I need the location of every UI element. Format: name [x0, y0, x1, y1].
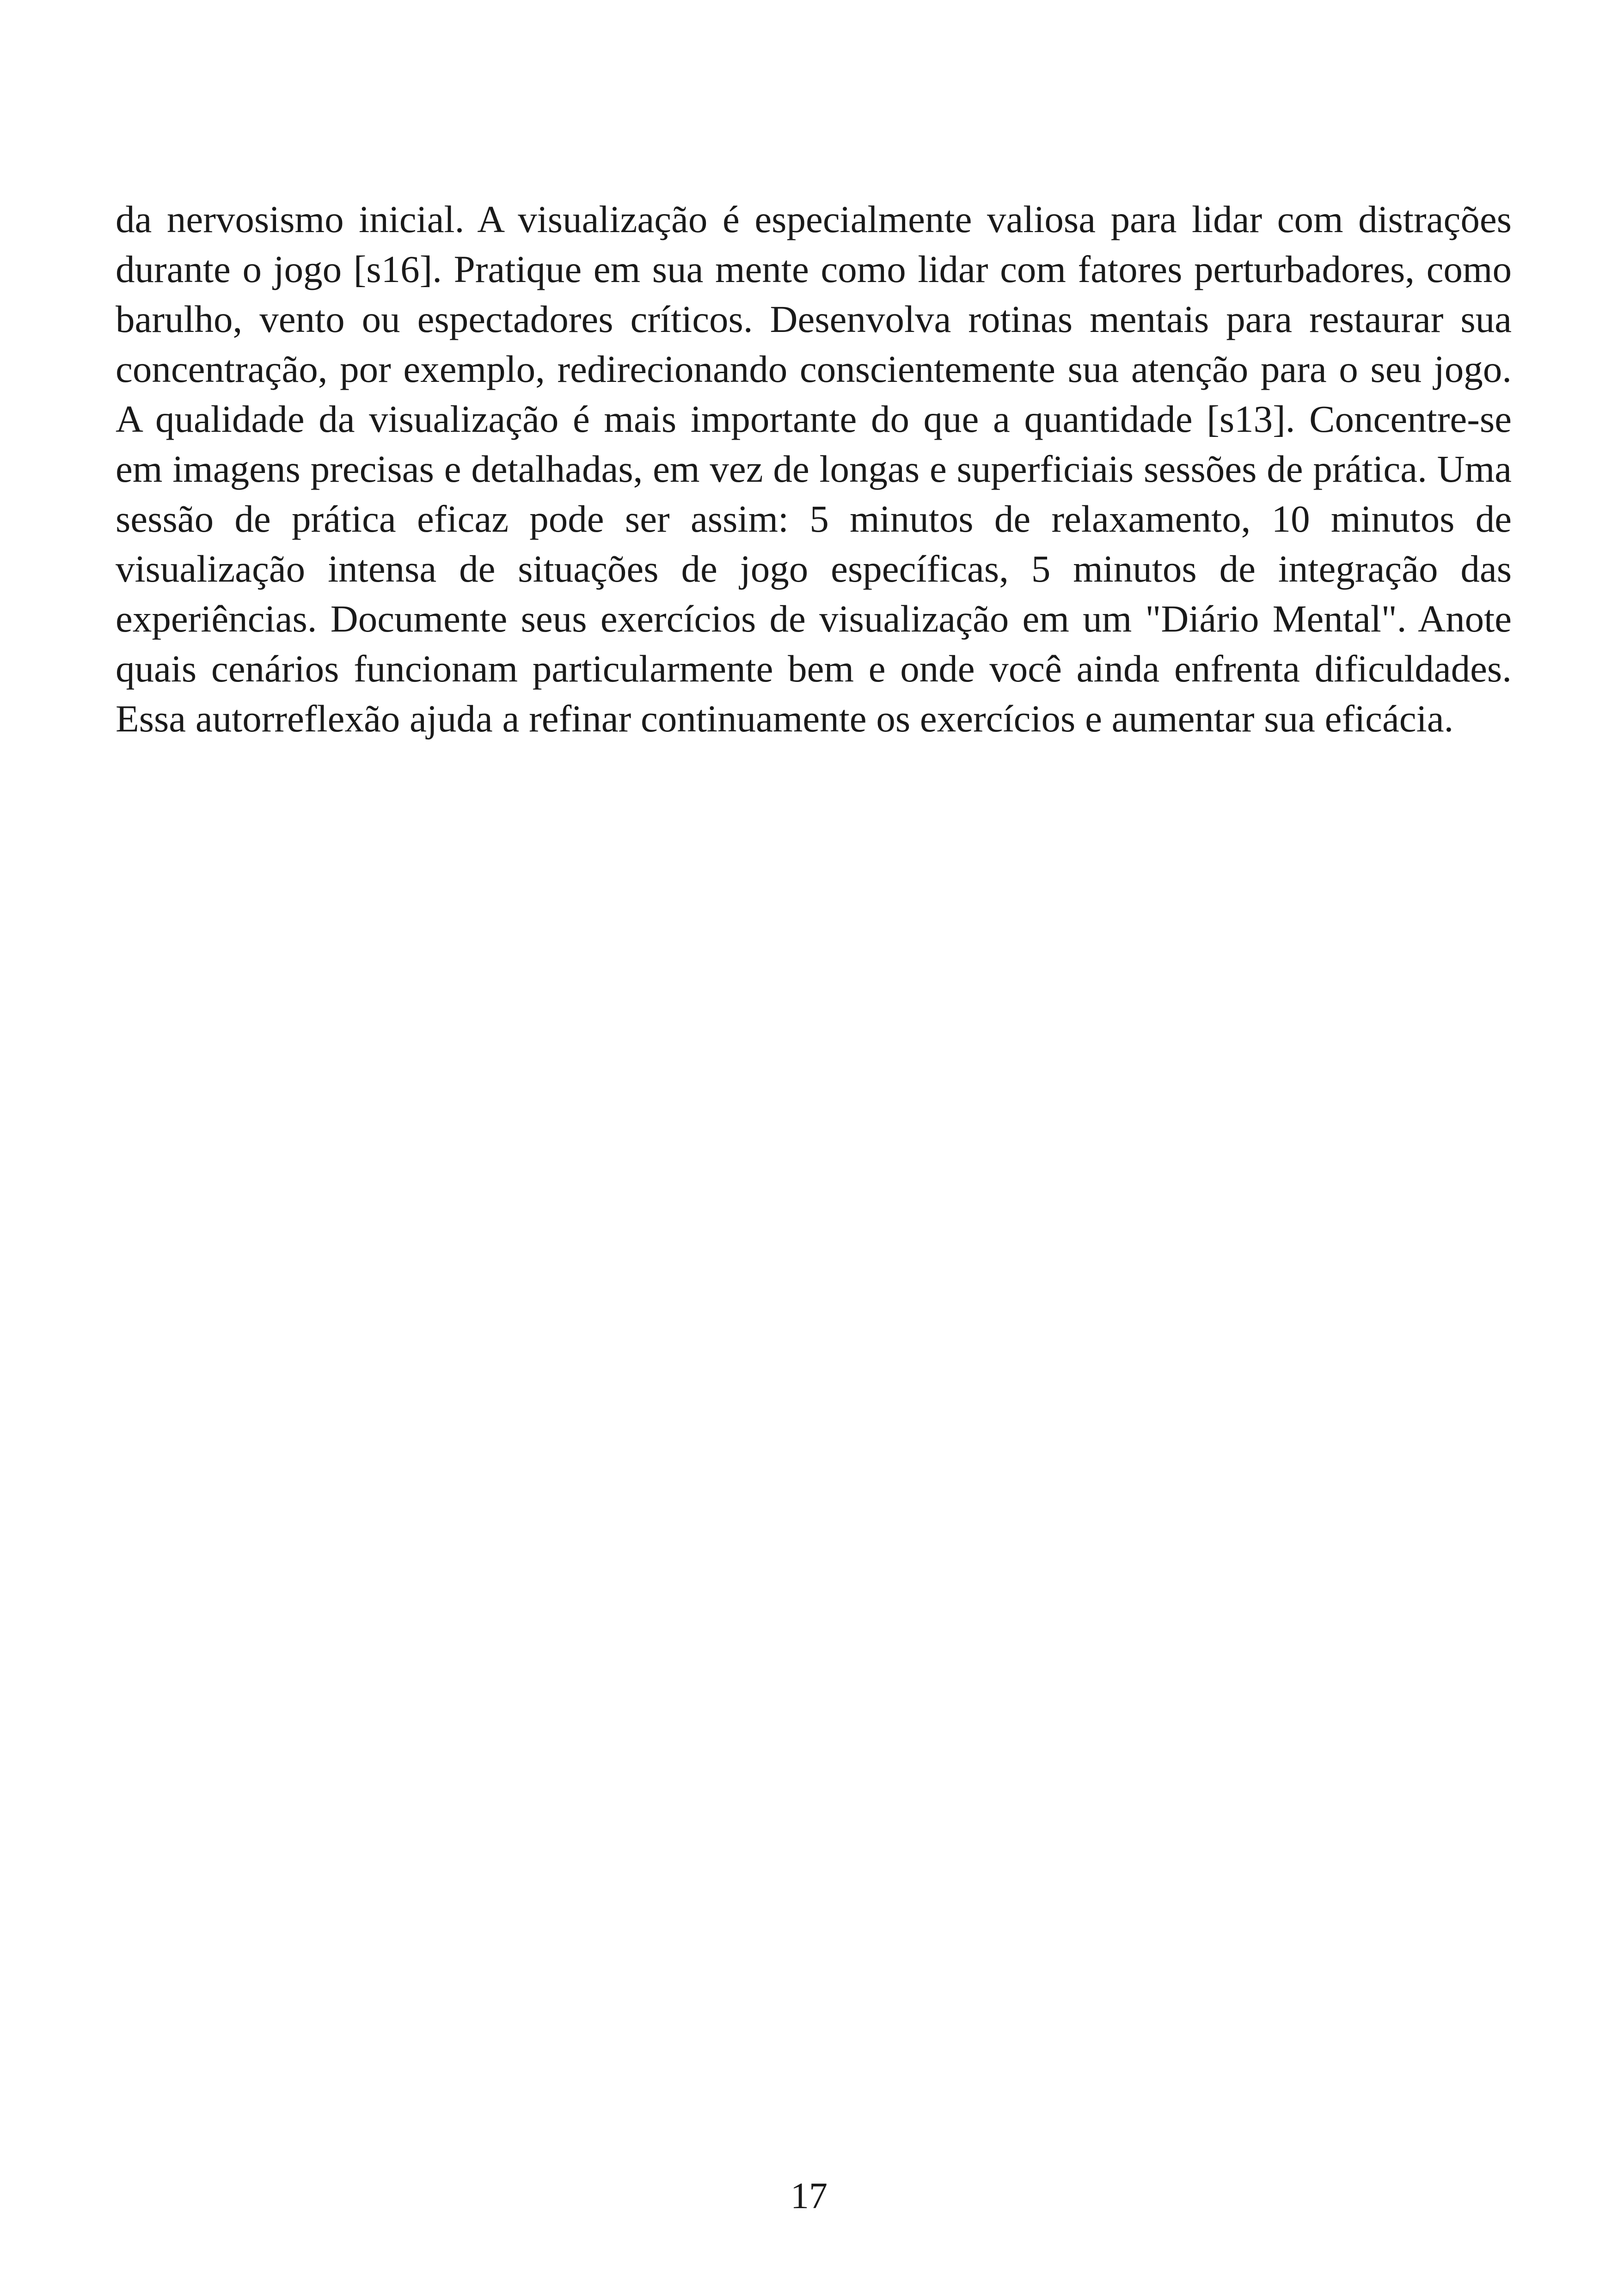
page-number: 17: [791, 2176, 827, 2216]
body-paragraph: da nervosismo inicial. A visualização é especialmente valiosa para lidar com distrações durante o jogo [s16]. Pratique em sua mente como lidar com fatores perturbadores, como barulho, vento ou espectadores críticos. Desenvolva rotinas mentais para restaurar sua concentração, por exemplo, redirecionando conscientemente sua atenção para o seu jogo. A qualidade da visualização é mais importante do que a quantidade [s13]. Concentre-se em imagens precisas e detalhadas, em vez de longas e superficiais sessões de prática. Uma sessão de prática eficaz pode ser assim: 5 minutos de relaxamento, 10 minutos de visualização intensa de situações de jogo específicas, 5 minutos de integração das experiências. Documente seus exercícios de visualização em um "Diário Mental". Anote quais cenários funcionam particularmente bem e onde você ainda enfrenta dificuldades. Essa autorreflexão ajuda a refinar continuamente os exercícios e aumentar sua eficácia.: [116, 198, 1512, 740]
